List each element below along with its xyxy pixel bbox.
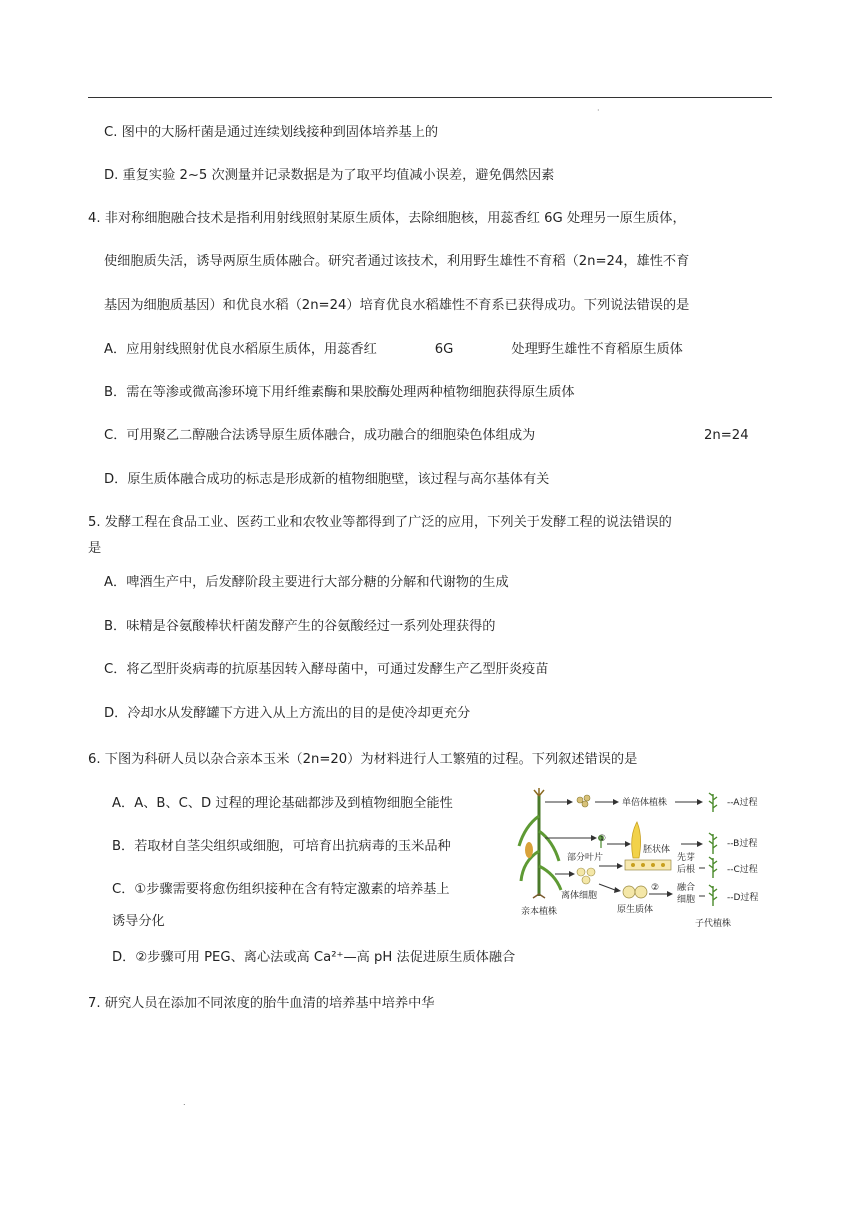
- q4-option-c: [104, 427, 535, 445]
- q5-stem-line2: 是: [88, 541, 102, 556]
- q4-option-d: D．原生质体融合成功的标志是形成新的植物细胞壁，该过程与高尔基体有关: [104, 472, 550, 487]
- label-proc-a: --A过程: [727, 798, 758, 808]
- parent-plant-drawing: [519, 788, 561, 898]
- q6-option-c-line2: 诱导分化: [112, 914, 165, 929]
- label-proc-c: --C过程: [727, 865, 758, 875]
- q4-option-a-part2: 6G: [434, 342, 454, 357]
- q5-option-b: B．味精是谷氨酸棒状杆菌发酵产生的谷氨酸经过一系列处理获得的: [104, 619, 496, 634]
- q6-option-d: D．②步骤可用 PEG、离心法或高 Ca²⁺—高 pH 法促进原生质体融合: [112, 950, 516, 965]
- q5-stem-line1: 5. 发酵工程在食品工业、医药工业和农牧业等都得到了广泛的应用，下列关于发酵工程的说法错误的: [88, 515, 672, 530]
- stray-dot: ·: [597, 106, 600, 115]
- q4-stem-line3: 基因为细胞质基因）和优良水稻（2n=24）培育优良水稻雄性不育系已获得成功。下列说法错误的是: [104, 298, 690, 313]
- q4-option-c-part1: C．可用聚乙二醇融合法诱导原生质体融合，成功融合的细胞染色体组成为: [104, 428, 536, 443]
- q6-option-a: A．A、B、C、D 过程的理论基础都涉及到植物细胞全能性: [112, 796, 453, 811]
- q4-option-c-part2: 2n=24: [704, 428, 749, 443]
- label-part-leaf: 部分叶片: [567, 853, 604, 863]
- q6-option-b: B．若取材自茎尖组织或细胞，可培育出抗病毒的玉米品种: [112, 839, 451, 854]
- label-isolated-cell: 离体细胞: [561, 891, 598, 901]
- label-protoplast: 原生质体: [617, 905, 654, 915]
- q4-stem-line2: 使细胞质失活，诱导两原生质体融合。研究者通过该技术，利用野生雄性不育稻（2n=24，雄性不育: [104, 254, 690, 269]
- q4-option-a-part1: A．应用射线照射优良水稻原生质体，用蕊香红: [104, 342, 377, 357]
- q3-option-c: C. 图中的大肠杆菌是通过连续划线接种到固体培养基上的: [104, 125, 439, 140]
- label-embryoid: 胚状体: [643, 845, 671, 855]
- header-rule: [88, 97, 772, 98]
- label-offspring: 子代植株: [695, 919, 732, 929]
- label-step-2: ②: [651, 883, 660, 893]
- q4-option-b: B．需在等渗或微高渗环境下用纤维素酶和果胶酶处理两种植物细胞获得原生质体: [104, 385, 575, 400]
- q7-stem: 7. 研究人员在添加不同浓度的胎牛血清的培养基中培养中华: [88, 996, 435, 1011]
- q4-option-a: [104, 341, 683, 359]
- corn-propagation-diagram: [515, 786, 777, 936]
- label-bud-first: 先芽: [677, 853, 696, 863]
- label-parent: 亲本植株: [521, 907, 558, 917]
- stray-dot-bottom: .: [183, 1098, 186, 1107]
- label-root-later: 后根: [677, 865, 696, 875]
- label-proc-d: --D过程: [727, 893, 759, 903]
- q3-option-d: D. 重复实验 2~5 次测量并记录数据是为了取平均值减小误差，避免偶然因素: [104, 168, 555, 183]
- q5-option-a: A．啤酒生产中，后发酵阶段主要进行大部分糖的分解和代谢物的生成: [104, 575, 509, 590]
- label-proc-b: --B过程: [727, 839, 758, 849]
- label-step-1: ①: [598, 834, 607, 844]
- diagram-svg: [515, 786, 777, 936]
- q6-option-c-line1: C．①步骤需要将愈伤组织接种在含有特定激素的培养基上: [112, 882, 450, 897]
- q6-stem: 6. 下图为科研人员以杂合亲本玉米（2n=20）为材料进行人工繁殖的过程。下列叙述错误的是: [88, 752, 638, 767]
- q5-option-d: D．冷却水从发酵罐下方进入从上方流出的目的是使冷却更充分: [104, 706, 471, 721]
- label-fused-1: 融合: [677, 883, 696, 893]
- q4-stem-line1: 4. 非对称细胞融合技术是指利用射线照射某原生质体，去除细胞核，用蕊香红 6G 处理另一原生质体，: [88, 211, 686, 226]
- label-fused-2: 细胞: [677, 895, 696, 905]
- q4-option-a-part3: 处理野生雄性不育稻原生质体: [511, 342, 683, 357]
- label-haploid: 单倍体植株: [622, 798, 668, 808]
- q5-option-c: C．将乙型肝炎病毒的抗原基因转入酵母菌中，可通过发酵生产乙型肝炎疫苗: [104, 662, 549, 677]
